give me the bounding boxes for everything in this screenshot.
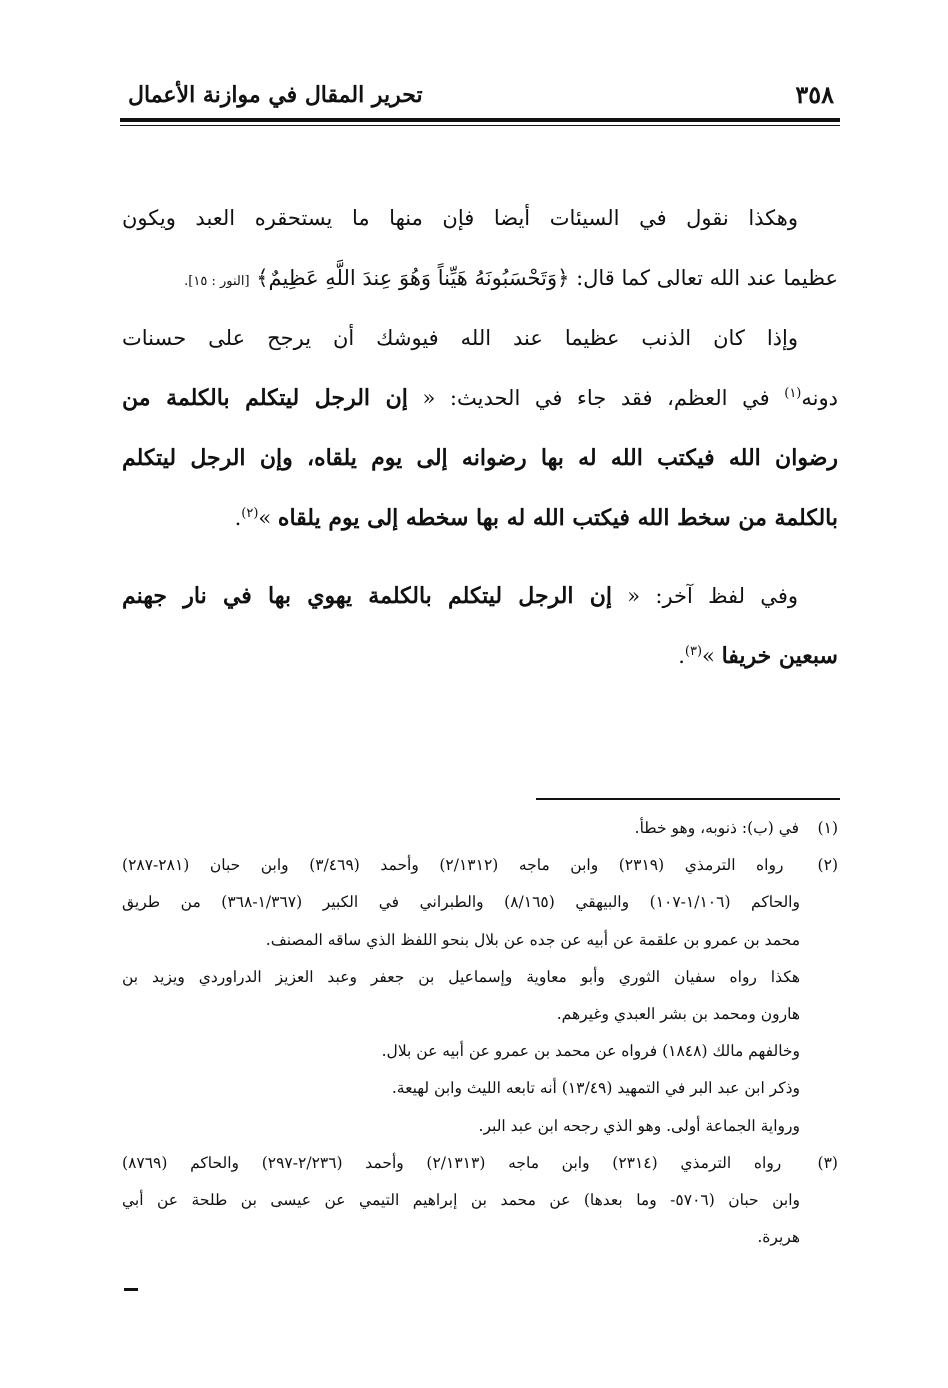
footnote-line [122,886,838,923]
text-line [122,496,838,556]
text-run: . [234,506,242,530]
text-run: وفي لفظ آخر: « [612,584,798,608]
footnote-text: والحاكم (١/١٠٦-١٠٧) والبيهقي (٨/١٦٥) والطبراني في الكبير (١/٣٦٧-٣٦٨) من طريق [122,893,800,912]
text-line [122,436,838,496]
text-line [122,634,838,694]
header-rule-thin [120,125,840,126]
continuation-dash [124,1288,138,1291]
footnote-number: (١) [817,819,838,837]
text-run: في العظم، فقد جاء في الحديث: « [407,386,785,410]
footnote-line [122,1035,838,1072]
footnote-text: محمد بن عمرو بن علقمة عن أبيه عن جده عن بلال بنحو اللفظ الذي ساقه المصنف. [265,930,800,949]
footnote-line [122,961,838,998]
footnote-number: (٣) [817,1153,838,1172]
footnote-line [122,998,838,1035]
text-line [122,196,838,256]
hadith-text: سبعين خريفا [721,643,838,669]
main-text [122,196,838,694]
book-title: تحرير المقال في موازنة الأعمال [128,82,423,108]
footnote-line [122,812,838,849]
text-line [122,256,838,316]
footnote-line [122,1184,838,1221]
footnote-number: (٢) [817,856,838,875]
text-line [122,376,838,436]
text-line [122,574,838,634]
footnotes [122,812,838,1258]
header-rule-thick [120,118,840,122]
footnote-text: هكذا رواه سفيان الثوري وأبو معاوية وإسماعيل بن جعفر وعبد العزيز الدراوردي ويزيد بن [122,967,800,986]
footnote-text: ورواية الجماعة أولى. وهو الذي رجحه ابن عبد البر. [478,1116,800,1135]
footnote-line [122,1072,838,1109]
footnote-marker[interactable]: (١) [784,386,802,401]
page-header [120,78,840,118]
footnote-text: هريرة. [757,1228,800,1247]
hadith-text: بالكلمة من سخط الله فيكتب الله له بها سخطه إلى يوم يلقاه [277,505,838,531]
text-run: وهكذا نقول في السيئات أيضا فإن منها ما يستحقره العبد ويكون [122,206,798,230]
hadith-text: رضوان الله فيكتب الله له بها رضوانه إلى يوم يلقاه، وإن الرجل ليتكلم [122,445,838,471]
text-run: دونه [801,386,838,410]
text-line [122,316,838,376]
footnote-text: وابن حبان (٥٧٠٦- وما بعدها) عن محمد بن إبراهيم التيمي عن عيسى بن طلحة عن أبي [122,1190,800,1209]
footnote-line [122,849,838,886]
footnote-separator [536,798,840,800]
footnote-marker[interactable]: (٣) [684,644,703,659]
verse-reference: [النور : ١٥]. [184,274,250,289]
quran-verse: عظيما عند الله تعالى كما قال: ﴿وَتَحْسَبُونَهُ هَيِّناً وَهُوَ عِندَ اللَّهِ عَظِيمٌ﴾ [256,266,838,290]
footnote-line [122,924,838,961]
text-run: » [258,506,278,530]
text-run: . [678,644,685,668]
page-number: ٣٥٨ [795,80,834,109]
footnote-marker[interactable]: (٢) [241,506,259,521]
footnote-line [122,1147,838,1184]
hadith-text: إن الرجل ليتكلم بالكلمة يهوي بها في نار جهنم [122,583,613,609]
footnote-text: رواه الترمذي (٢٣١٩) وابن ماجه (٢/١٣١٢) وأحمد (٣/٤٦٩) وابن حبان (٢٨١-٢٨٧) [122,856,784,875]
footnote-text: وذكر ابن عبد البر في التمهيد (١٣/٤٩) أنه تابعه الليث وابن لهيعة. [391,1079,800,1098]
hadith-text: إن الرجل ليتكلم بالكلمة من [122,385,408,411]
footnote-text: وخالفهم مالك (١٨٤٨) فرواه عن محمد بن عمرو عن أبيه عن بلال. [381,1042,800,1061]
footnote-text: في (ب): ذنوبه، وهو خطأ. [634,819,800,837]
footnote-line [122,1110,838,1147]
footnote-line [122,1221,838,1258]
text-run: » [702,644,722,668]
footnote-text: هارون ومحمد بن بشر العبدي وغيرهم. [556,1004,800,1023]
text-run: وإذا كان الذنب عظيما عند الله فيوشك أن يرجح على حسنات [122,326,798,350]
footnote-text: رواه الترمذي (٢٣١٤) وابن ماجه (٢/١٣١٣) وأحمد (٢/٢٣٦-٢٩٧) والحاكم (٨٧٦٩) [122,1153,782,1172]
